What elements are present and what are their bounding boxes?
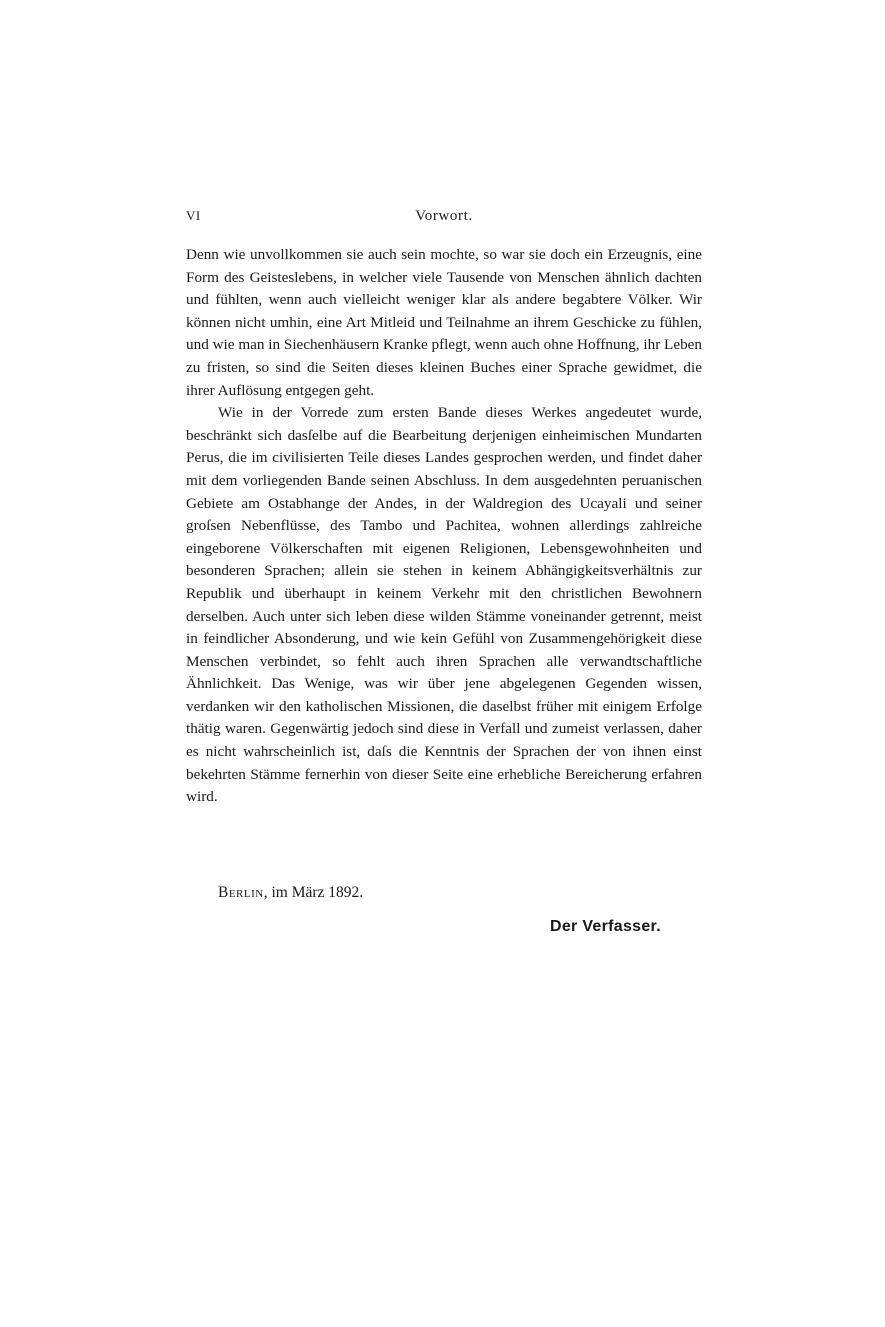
running-head <box>186 208 702 230</box>
dateline-date: , im März 1892. <box>263 884 364 901</box>
page-number: VI <box>186 208 201 223</box>
dateline-city: Berlin <box>218 884 264 901</box>
dateline <box>218 884 363 902</box>
running-title: Vorwort. <box>415 208 473 224</box>
preface-body <box>186 244 702 809</box>
paragraph-2: Wie in der Vorrede zum ersten Bande dieses Werkes angedeutet wurde, beschränkt sich dasſelbe auf die Bearbeitung derjenigen einheimischen Mundarten Perus, die im civilisierten Teile dieses Landes gesprochen werden, und findet daher mit dem vorliegenden Bande seinen Abschluss. In dem ausgedehnten peruanischen Gebiete am Ostabhange der Andes, in der Waldregion des Ucayali und seiner groſsen Nebenflüsse, des Tambo und Pachitea, wohnen allerdings zahlreiche eingeborene Völkerschaften mit eigenen Religionen, Lebensgewohnheiten und besonderen Sprachen; allein sie stehen in keinem Abhängigkeitsverhältnis zur Republik und überhaupt in keinem Verkehr mit den christlichen Bewohnern derselben. Auch unter sich leben diese wilden Stämme voneinander getrennt, meist in feindlicher Absonderung, und wie kein Gefühl von Zusammengehörigkeit diese Menschen verbindet, so fehlt auch ihren Sprachen alle verwandtschaftliche Ähnlichkeit. Das Wenige, was wir über jene abgelegenen Gegenden wissen, verdanken wir den katholischen Missionen, die daselbst früher mit einigem Erfolge thätig waren. Gegenwärtig jedoch sind diese in Verfall und zumeist verlassen, daher es nicht wahrscheinlich ist, daſs die Kenntnis der Sprachen der von ihnen einst bekehrten Stämme fernerhin von dieser Seite eine erhebliche Bereicherung erfahren wird. <box>186 404 702 806</box>
paragraph-1: Denn wie unvollkommen sie auch sein mochte, so war sie doch ein Erzeugnis, eine Form des Geisteslebens, in welcher viele Tausende von Menschen ähnlich dachten und fühlten, wenn auch vielleicht weniger klar als andere begabtere Völker. Wir können nicht umhin, eine Art Mitleid und Teilnahme an ihrem Geschicke zu fühlen, und wie man in Siechenhäusern Kranke pflegt, wenn auch ohne Hoffnung, ihr Leben zu fristen, so sind die Seiten dieses kleinen Buches einer Sprache gewidmet, die ihrer Auflösung entgegen geht. <box>186 246 702 399</box>
signature: Der Verfasser. <box>550 918 661 935</box>
